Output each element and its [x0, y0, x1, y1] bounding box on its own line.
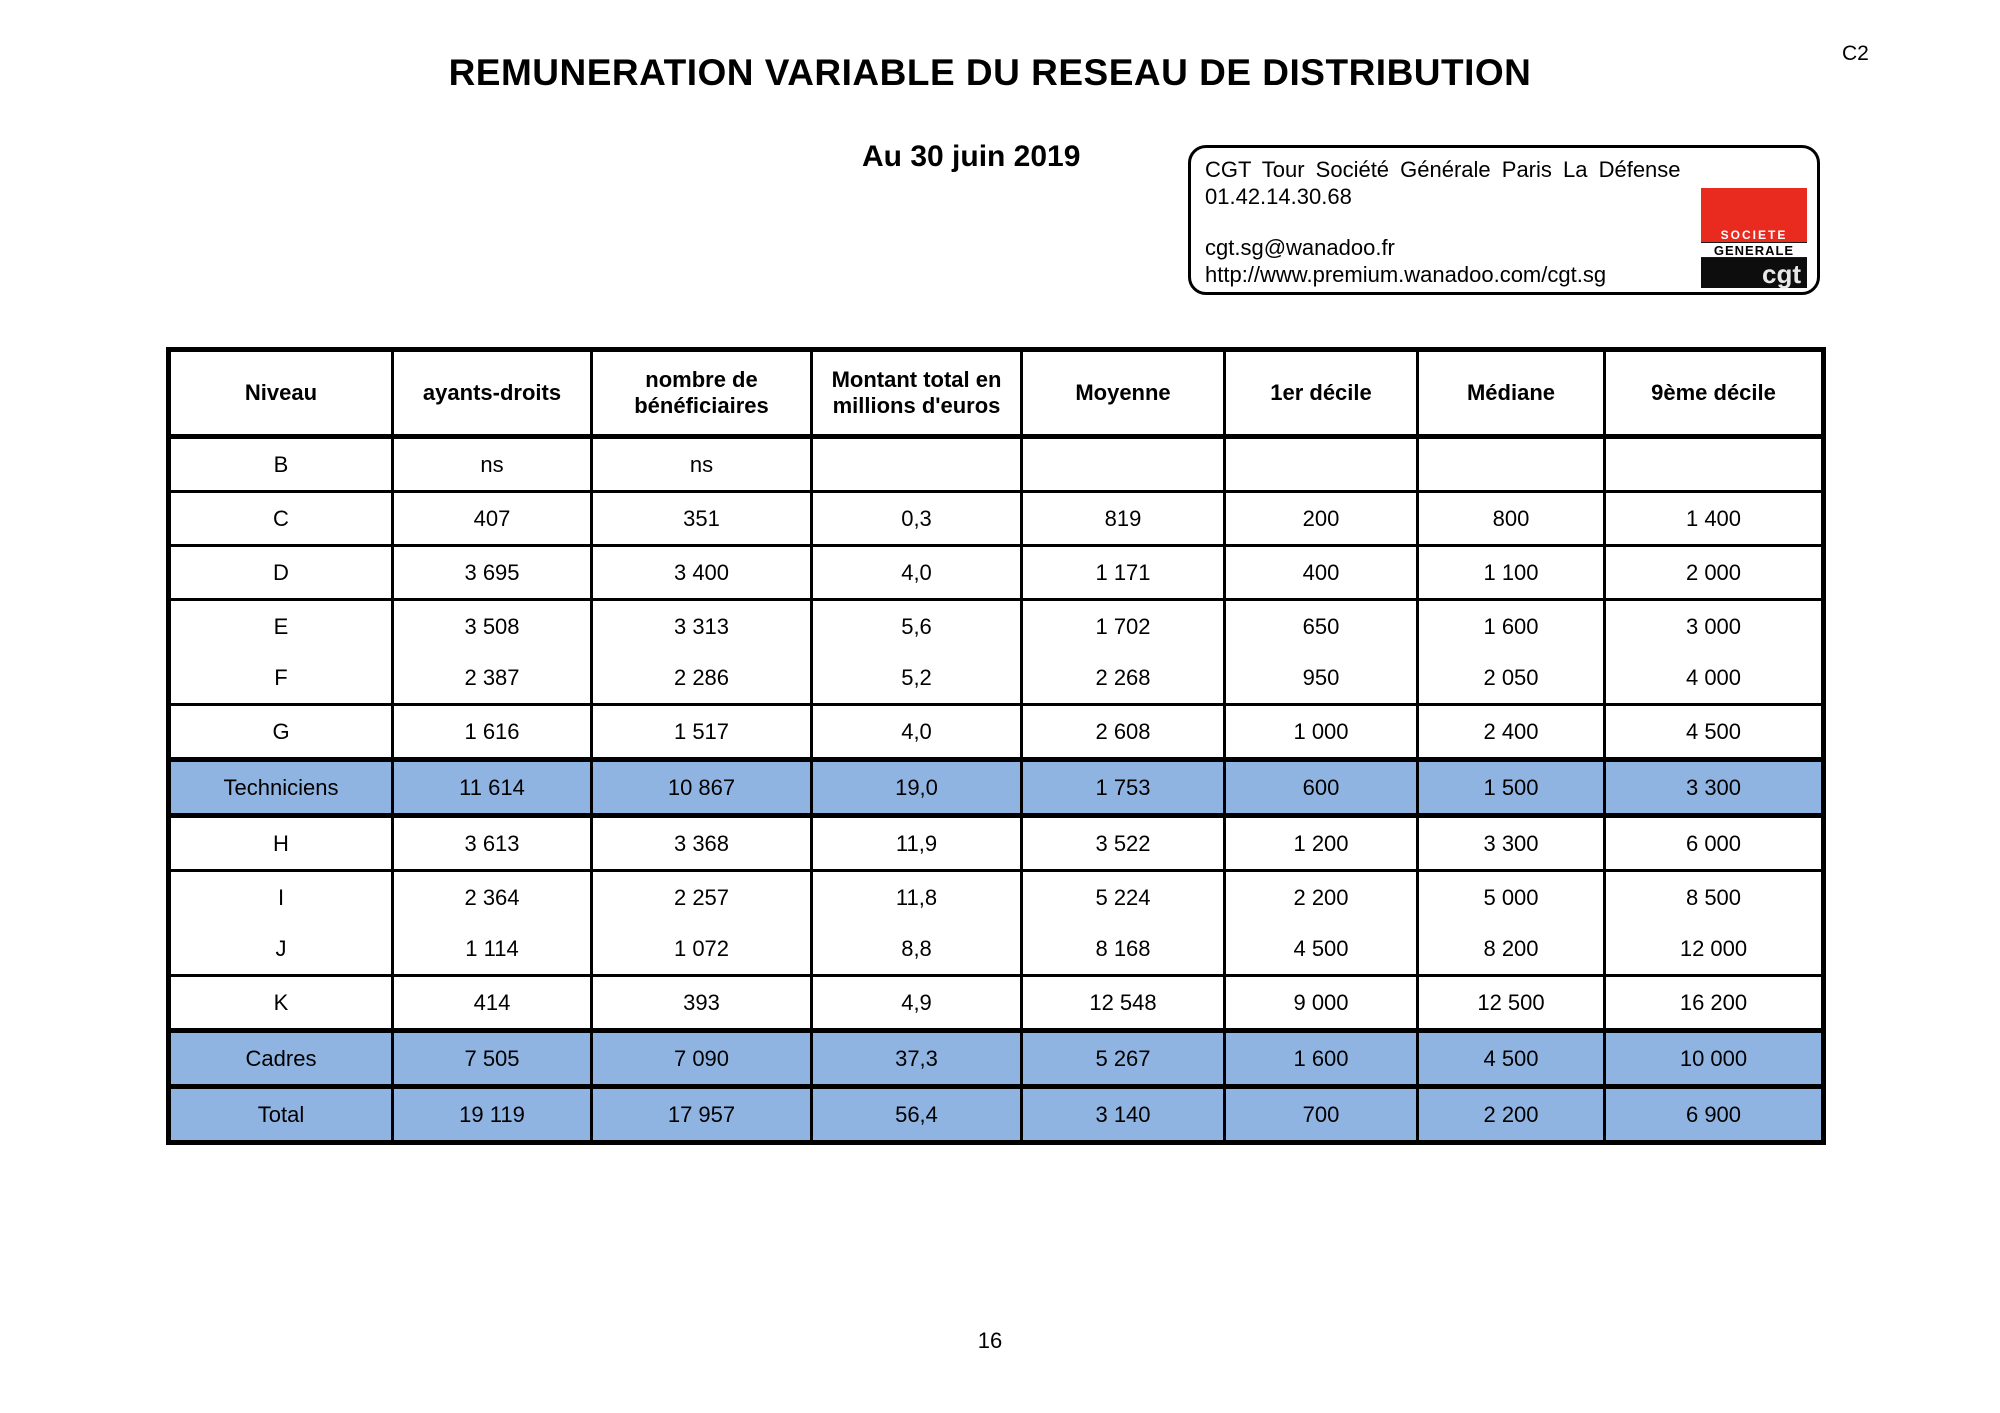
cell	[1225, 437, 1418, 492]
cell: 1 753	[1022, 760, 1225, 816]
cell: 3 300	[1418, 816, 1605, 871]
cell: Total	[169, 1087, 393, 1143]
cell: 19,0	[812, 760, 1022, 816]
cell: E	[169, 600, 393, 653]
cell: 1 702	[1022, 600, 1225, 653]
cell: 4 500	[1605, 705, 1824, 760]
cell: 12 000	[1605, 923, 1824, 976]
cell: 56,4	[812, 1087, 1022, 1143]
column-header: Niveau	[169, 350, 393, 437]
cell: 1 616	[393, 705, 592, 760]
cell: 17 957	[592, 1087, 812, 1143]
column-header: Montant total en millions d'euros	[812, 350, 1022, 437]
table-row	[169, 923, 1824, 976]
cell: 4 000	[1605, 652, 1824, 705]
cell: 5,6	[812, 600, 1022, 653]
table-row	[169, 705, 1824, 760]
cell: 2 387	[393, 652, 592, 705]
cell: Cadres	[169, 1031, 393, 1087]
classification-label: C2	[1842, 42, 1869, 65]
cell: 4,0	[812, 705, 1022, 760]
cell: 3 613	[393, 816, 592, 871]
table-row	[169, 600, 1824, 653]
cell: 8,8	[812, 923, 1022, 976]
cell: 2 200	[1418, 1087, 1605, 1143]
cell: 16 200	[1605, 976, 1824, 1031]
cell: 5 000	[1418, 871, 1605, 924]
contact-phone: 01.42.14.30.68	[1205, 184, 1352, 209]
cell: 37,3	[812, 1031, 1022, 1087]
cell: 7 505	[393, 1031, 592, 1087]
cell: 10 867	[592, 760, 812, 816]
page-number: 16	[977, 1328, 1003, 1353]
cell: K	[169, 976, 393, 1031]
table-row-cadres	[169, 1031, 1824, 1087]
cell: J	[169, 923, 393, 976]
cell	[812, 437, 1022, 492]
contact-email: cgt.sg@wanadoo.fr	[1205, 235, 1395, 260]
cell: 414	[393, 976, 592, 1031]
cell: 12 548	[1022, 976, 1225, 1031]
column-header: nombre de bénéficiaires	[592, 350, 812, 437]
cell	[1418, 437, 1605, 492]
cell: 4,9	[812, 976, 1022, 1031]
cell: 1 000	[1225, 705, 1418, 760]
contact-box	[1188, 145, 1820, 295]
contact-url: http://www.premium.wanadoo.com/cgt.sg	[1205, 262, 1607, 287]
cell: Techniciens	[169, 760, 393, 816]
cell: G	[169, 705, 393, 760]
cell: F	[169, 652, 393, 705]
cell: 351	[592, 492, 812, 546]
cell: 2 000	[1605, 546, 1824, 600]
cell: 11 614	[393, 760, 592, 816]
cell: 8 168	[1022, 923, 1225, 976]
cell: 1 171	[1022, 546, 1225, 600]
cell: 3 508	[393, 600, 592, 653]
cell: 3 695	[393, 546, 592, 600]
column-header: Moyenne	[1022, 350, 1225, 437]
remuneration-table	[166, 347, 1826, 1145]
cell: 4 500	[1225, 923, 1418, 976]
header-row	[169, 350, 1824, 437]
cell: 1 072	[592, 923, 812, 976]
cell: 3 368	[592, 816, 812, 871]
cell: I	[169, 871, 393, 924]
cell: 2 608	[1022, 705, 1225, 760]
date-subtitle: Au 30 juin 2019	[862, 140, 1081, 173]
table-row-techniciens	[169, 760, 1824, 816]
cell: 8 200	[1418, 923, 1605, 976]
cell: 7 090	[592, 1031, 812, 1087]
cell: 9 000	[1225, 976, 1418, 1031]
cell: 0,3	[812, 492, 1022, 546]
cell: H	[169, 816, 393, 871]
cell: 800	[1418, 492, 1605, 546]
cell: 650	[1225, 600, 1418, 653]
cell: 819	[1022, 492, 1225, 546]
cell: 12 500	[1418, 976, 1605, 1031]
cell: 2 286	[592, 652, 812, 705]
logo-societe-text: SOCIETE	[1720, 228, 1788, 242]
cell: ns	[592, 437, 812, 492]
cell: 1 517	[592, 705, 812, 760]
cell: 393	[592, 976, 812, 1031]
cell: 2 050	[1418, 652, 1605, 705]
cell: 11,8	[812, 871, 1022, 924]
cell: 1 400	[1605, 492, 1824, 546]
cell: 1 100	[1418, 546, 1605, 600]
table-row	[169, 871, 1824, 924]
cell: C	[169, 492, 393, 546]
cell: 1 600	[1418, 600, 1605, 653]
logo-red-block	[1701, 188, 1807, 242]
cell: 6 000	[1605, 816, 1824, 871]
table-row-total	[169, 1087, 1824, 1143]
column-header: ayants-droits	[393, 350, 592, 437]
table-row	[169, 976, 1824, 1031]
cell: 2 257	[592, 871, 812, 924]
logo-generale-band: GENERALE	[1701, 242, 1807, 258]
table-row	[169, 652, 1824, 705]
cell: 1 114	[393, 923, 592, 976]
table-row	[169, 437, 1824, 492]
cell	[1022, 437, 1225, 492]
cell: 3 000	[1605, 600, 1824, 653]
cell: 8 500	[1605, 871, 1824, 924]
cell: 407	[393, 492, 592, 546]
cell: 600	[1225, 760, 1418, 816]
logo-black-block	[1701, 258, 1807, 288]
cell: 2 400	[1418, 705, 1605, 760]
cell: B	[169, 437, 393, 492]
societe-generale-cgt-logo	[1701, 188, 1807, 288]
column-header: 9ème décile	[1605, 350, 1824, 437]
column-header: Médiane	[1418, 350, 1605, 437]
cell: 1 500	[1418, 760, 1605, 816]
cell: 4,0	[812, 546, 1022, 600]
cell: 5,2	[812, 652, 1022, 705]
cell: 400	[1225, 546, 1418, 600]
page-title: REMUNERATION VARIABLE DU RESEAU DE DISTRIBUTION	[448, 52, 1532, 93]
cell: 3 300	[1605, 760, 1824, 816]
logo-cgt-text: cgt	[1762, 259, 1801, 289]
cell: 2 200	[1225, 871, 1418, 924]
cell: 11,9	[812, 816, 1022, 871]
cell: ns	[393, 437, 592, 492]
cell: 5 267	[1022, 1031, 1225, 1087]
cell: 19 119	[393, 1087, 592, 1143]
cell: 2 364	[393, 871, 592, 924]
cell: 5 224	[1022, 871, 1225, 924]
cell: 3 313	[592, 600, 812, 653]
table-row	[169, 492, 1824, 546]
cell: 10 000	[1605, 1031, 1824, 1087]
cell: 4 500	[1418, 1031, 1605, 1087]
contact-spacer	[1205, 210, 1695, 234]
column-header: 1er décile	[1225, 350, 1418, 437]
cell: 700	[1225, 1087, 1418, 1143]
contact-text	[1205, 156, 1695, 288]
table-row	[169, 816, 1824, 871]
cell: 3 140	[1022, 1087, 1225, 1143]
table-row	[169, 546, 1824, 600]
cell: 2 268	[1022, 652, 1225, 705]
cell	[1605, 437, 1824, 492]
cell: 200	[1225, 492, 1418, 546]
cell: D	[169, 546, 393, 600]
cell: 1 200	[1225, 816, 1418, 871]
cell: 3 522	[1022, 816, 1225, 871]
contact-address: CGT Tour Société Générale Paris La Défense	[1205, 157, 1681, 182]
cell: 6 900	[1605, 1087, 1824, 1143]
cell: 950	[1225, 652, 1418, 705]
cell: 3 400	[592, 546, 812, 600]
cell: 1 600	[1225, 1031, 1418, 1087]
